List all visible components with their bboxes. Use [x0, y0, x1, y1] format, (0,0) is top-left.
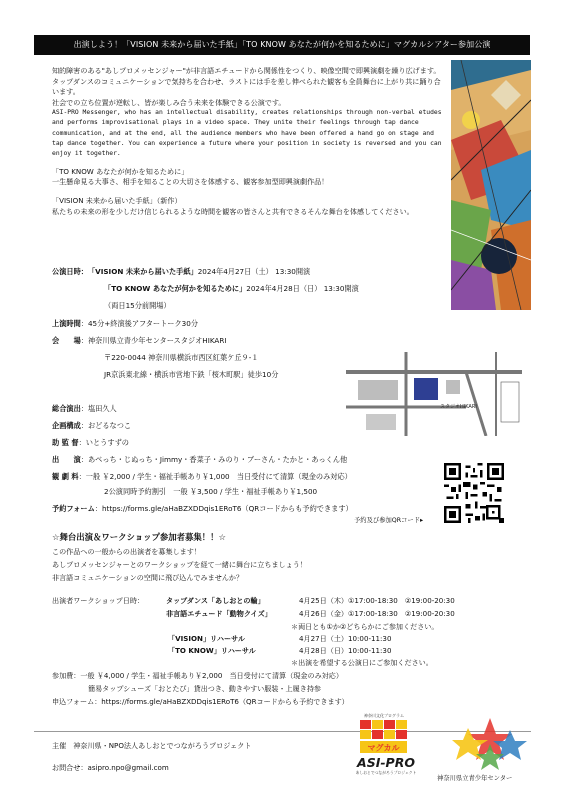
- credit-row-3: 助 監 督：いとうすずの: [52, 438, 129, 447]
- toknow-title: 「TO KNOW あなたが何かを知るために」: [52, 166, 189, 176]
- credit-row-2: 企画構成：おどるなつこ: [52, 421, 132, 430]
- workshop-line1: この作品への一般からの出演者を募集します！: [52, 547, 201, 556]
- venue-name: ：神奈川県立青少年センタースタジオHIKARI: [80, 336, 227, 345]
- contact-email[interactable]: お問合せ：asipro.npo@gmail.com: [52, 763, 169, 772]
- show2-title: 「TO KNOW あなたが何かを知るために」: [104, 284, 247, 293]
- ws-schedule-label: 出演者ワークショップ日時：: [52, 596, 145, 605]
- tickets-line2: 2公演同時予約割引 一般 ￥3,500 / 学生・福祉手帳あり￥1,500: [104, 487, 318, 496]
- toknow-desc: 一生懸命見る大事さ、相手を知ることの大切さを体感する、観客参加型即興演劇作品！: [52, 177, 329, 187]
- reservation-qr-code[interactable]: [444, 463, 504, 523]
- runtime-row: [52, 318, 198, 329]
- ws-note2: ＊出演を希望する公演日にご参加ください。: [291, 658, 433, 667]
- show2-date: 2024年4月28日（日） 13:30開演: [246, 284, 359, 293]
- venue-access: JR京浜東北線・横浜市営地下鉄「桜木町駅」徒歩10分: [104, 370, 279, 379]
- intro-jp-1: 知的障害のある"あしプロメッセンジャー"が非言語エチュードから関係性をつくり、映像空間で即興演劇を繰り広げます。タップダンスのコミュニケーションで気持ちを合わせ、ラストには手を差し伸べられた観客も全員舞台に上がり共に踊り合います。: [52, 66, 441, 97]
- ws-tap-date: 4月25日（木）①17:00-18:30 ②19:00-20:30: [299, 596, 455, 605]
- workshop-title: ☆舞台出演＆ワークショップ参加者募集！！☆: [52, 532, 226, 542]
- credit-row-1: 総合演出：塩田久人: [52, 404, 117, 413]
- magcul-small-text: 神奈川文化プログラム: [364, 713, 404, 718]
- form-url[interactable]: ：https://forms.gle/aHaBZXDDqis1ERoT6（QRコードからも予約できます）: [94, 504, 353, 513]
- ws-fee: 一般 ￥4,000 / 学生・福祉手帳あり￥2,000 当日受付にて清算（現金のみ対応）: [80, 671, 343, 680]
- runtime-value: ：45分+終演後アフタートーク30分: [80, 319, 199, 328]
- schedule-line-2: [104, 283, 359, 294]
- show1-date: 2024年4月27日（土） 13:30開演: [197, 267, 311, 276]
- runtime-label: 上演時間: [52, 319, 81, 328]
- ws-etude-date: 4月26日（金）①17:00-18:30 ②19:00-20:30: [299, 609, 455, 618]
- intro-section: [52, 66, 444, 217]
- ws-tap-name: タップダンス「あしおとの輪」: [166, 596, 265, 605]
- qr-caption: 予約及び参加QRコード▸: [354, 517, 424, 524]
- venue-map-image: [346, 352, 522, 436]
- tickets-line1: ：一般 ￥2,000 / 学生・福祉手帳あり￥1,000 当日受付にて清算（現金のみ対応）: [78, 472, 352, 481]
- asipro-logo: [354, 756, 418, 776]
- venue-address: 〒220-0044 神奈川県横浜市西区紅葉ケ丘９-１: [104, 353, 259, 362]
- youth-center-name: 神奈川県立青少年センター: [437, 775, 513, 782]
- ws-vision-rehearsal-date: 4月27日（土）10:00-11:30: [299, 634, 392, 643]
- schedule-label: 公演日時：: [52, 267, 88, 276]
- intro-en: ASI-PRO Messenger, who has an intellectual disability, creates relationships through non-verbal etudes and performs improvisational plays in a video space. They unite their feelings through tap dance communication, and at the end, all the audience members who have been offered a hand go on stage and tap dance together. You can experience a future where your position in society is reversed and you can enjoy it together.: [52, 109, 442, 157]
- magcul-logo: [356, 712, 412, 756]
- asipro-logo-subtext: あしおとでつながろうプロジェクト: [355, 770, 417, 775]
- ws-toknow-rehearsal: 「TO KNOW」リハーサル: [168, 646, 256, 655]
- ws-shoes: 簡易タップシューズ「おとたび」貸出つき、動きやすい服装・上履き持参: [88, 684, 322, 693]
- venue-label: 会 場: [52, 336, 81, 345]
- magcul-jp-text: マグカル: [367, 743, 400, 753]
- asipro-logo-text: ASI-PRO: [357, 755, 415, 770]
- ws-vision-rehearsal: 「VISION」リハーサル: [168, 634, 245, 643]
- ws-note1: ＊両日とも①か②どちらかにご参加ください。: [291, 622, 439, 631]
- abstract-artwork-image: [451, 60, 531, 310]
- ws-fee-label: 参加費：: [52, 671, 81, 680]
- intro-jp-2: 社会での立ち位置が逆転し、皆が楽しみ合う未来を体験できる公演です。: [52, 97, 286, 107]
- ws-toknow-rehearsal-date: 4月28日（日）10:00-11:30: [299, 646, 392, 655]
- ws-fee-row: [52, 671, 343, 681]
- vision-desc: 私たちの未来の形を少しだけ信じられるような時間を観客の皆さんと共有できるそんな舞台を体感してください。: [52, 206, 414, 216]
- show1-title: 「VISION 未来から届いた手紙」: [87, 267, 198, 276]
- organizer: 主催 神奈川県・NPO法人あしおとでつながろうプロジェクト: [52, 741, 252, 750]
- form-row: [52, 503, 353, 514]
- map-hikari-label: スタジオHIKARI: [440, 404, 477, 410]
- workshop-line2: あしプロメッセンジャーとのワークショップを経て一緒に舞台に立ちましょう！: [52, 560, 307, 569]
- form-label: 予約フォーム: [52, 504, 95, 513]
- doors-note: （両日15分前開場）: [104, 301, 171, 310]
- header-banner: 出演しよう！「VISION 未来から届いた手紙」「TO KNOW あなたが何かを知るために」マグカルシアター参加公演: [34, 35, 530, 55]
- vision-title: 「VISION 未来から届いた手紙」（新作）: [52, 196, 182, 206]
- workshop-line3: 非言語コミュニケーションの空間に飛び込んでみませんか？: [52, 573, 244, 582]
- tickets-label: 観 劇 料: [52, 472, 79, 481]
- credit-row-4: 出 演：あべっち・じぬっち・Jimmy・香菜子・みのり・ブーさん・たかと・あっくん他: [52, 455, 348, 464]
- ws-form[interactable]: 申込フォーム：https://forms.gle/aHaBZXDDqis1ERoT6（QRコードからも予約できます）: [52, 697, 349, 706]
- schedule-line-1: [52, 266, 310, 277]
- tickets-row: [52, 471, 352, 482]
- youth-center-flower-logo: [452, 714, 528, 772]
- ws-etude-name: 非言語エチュード「動物クイズ」: [166, 609, 272, 618]
- venue-row: [52, 335, 226, 346]
